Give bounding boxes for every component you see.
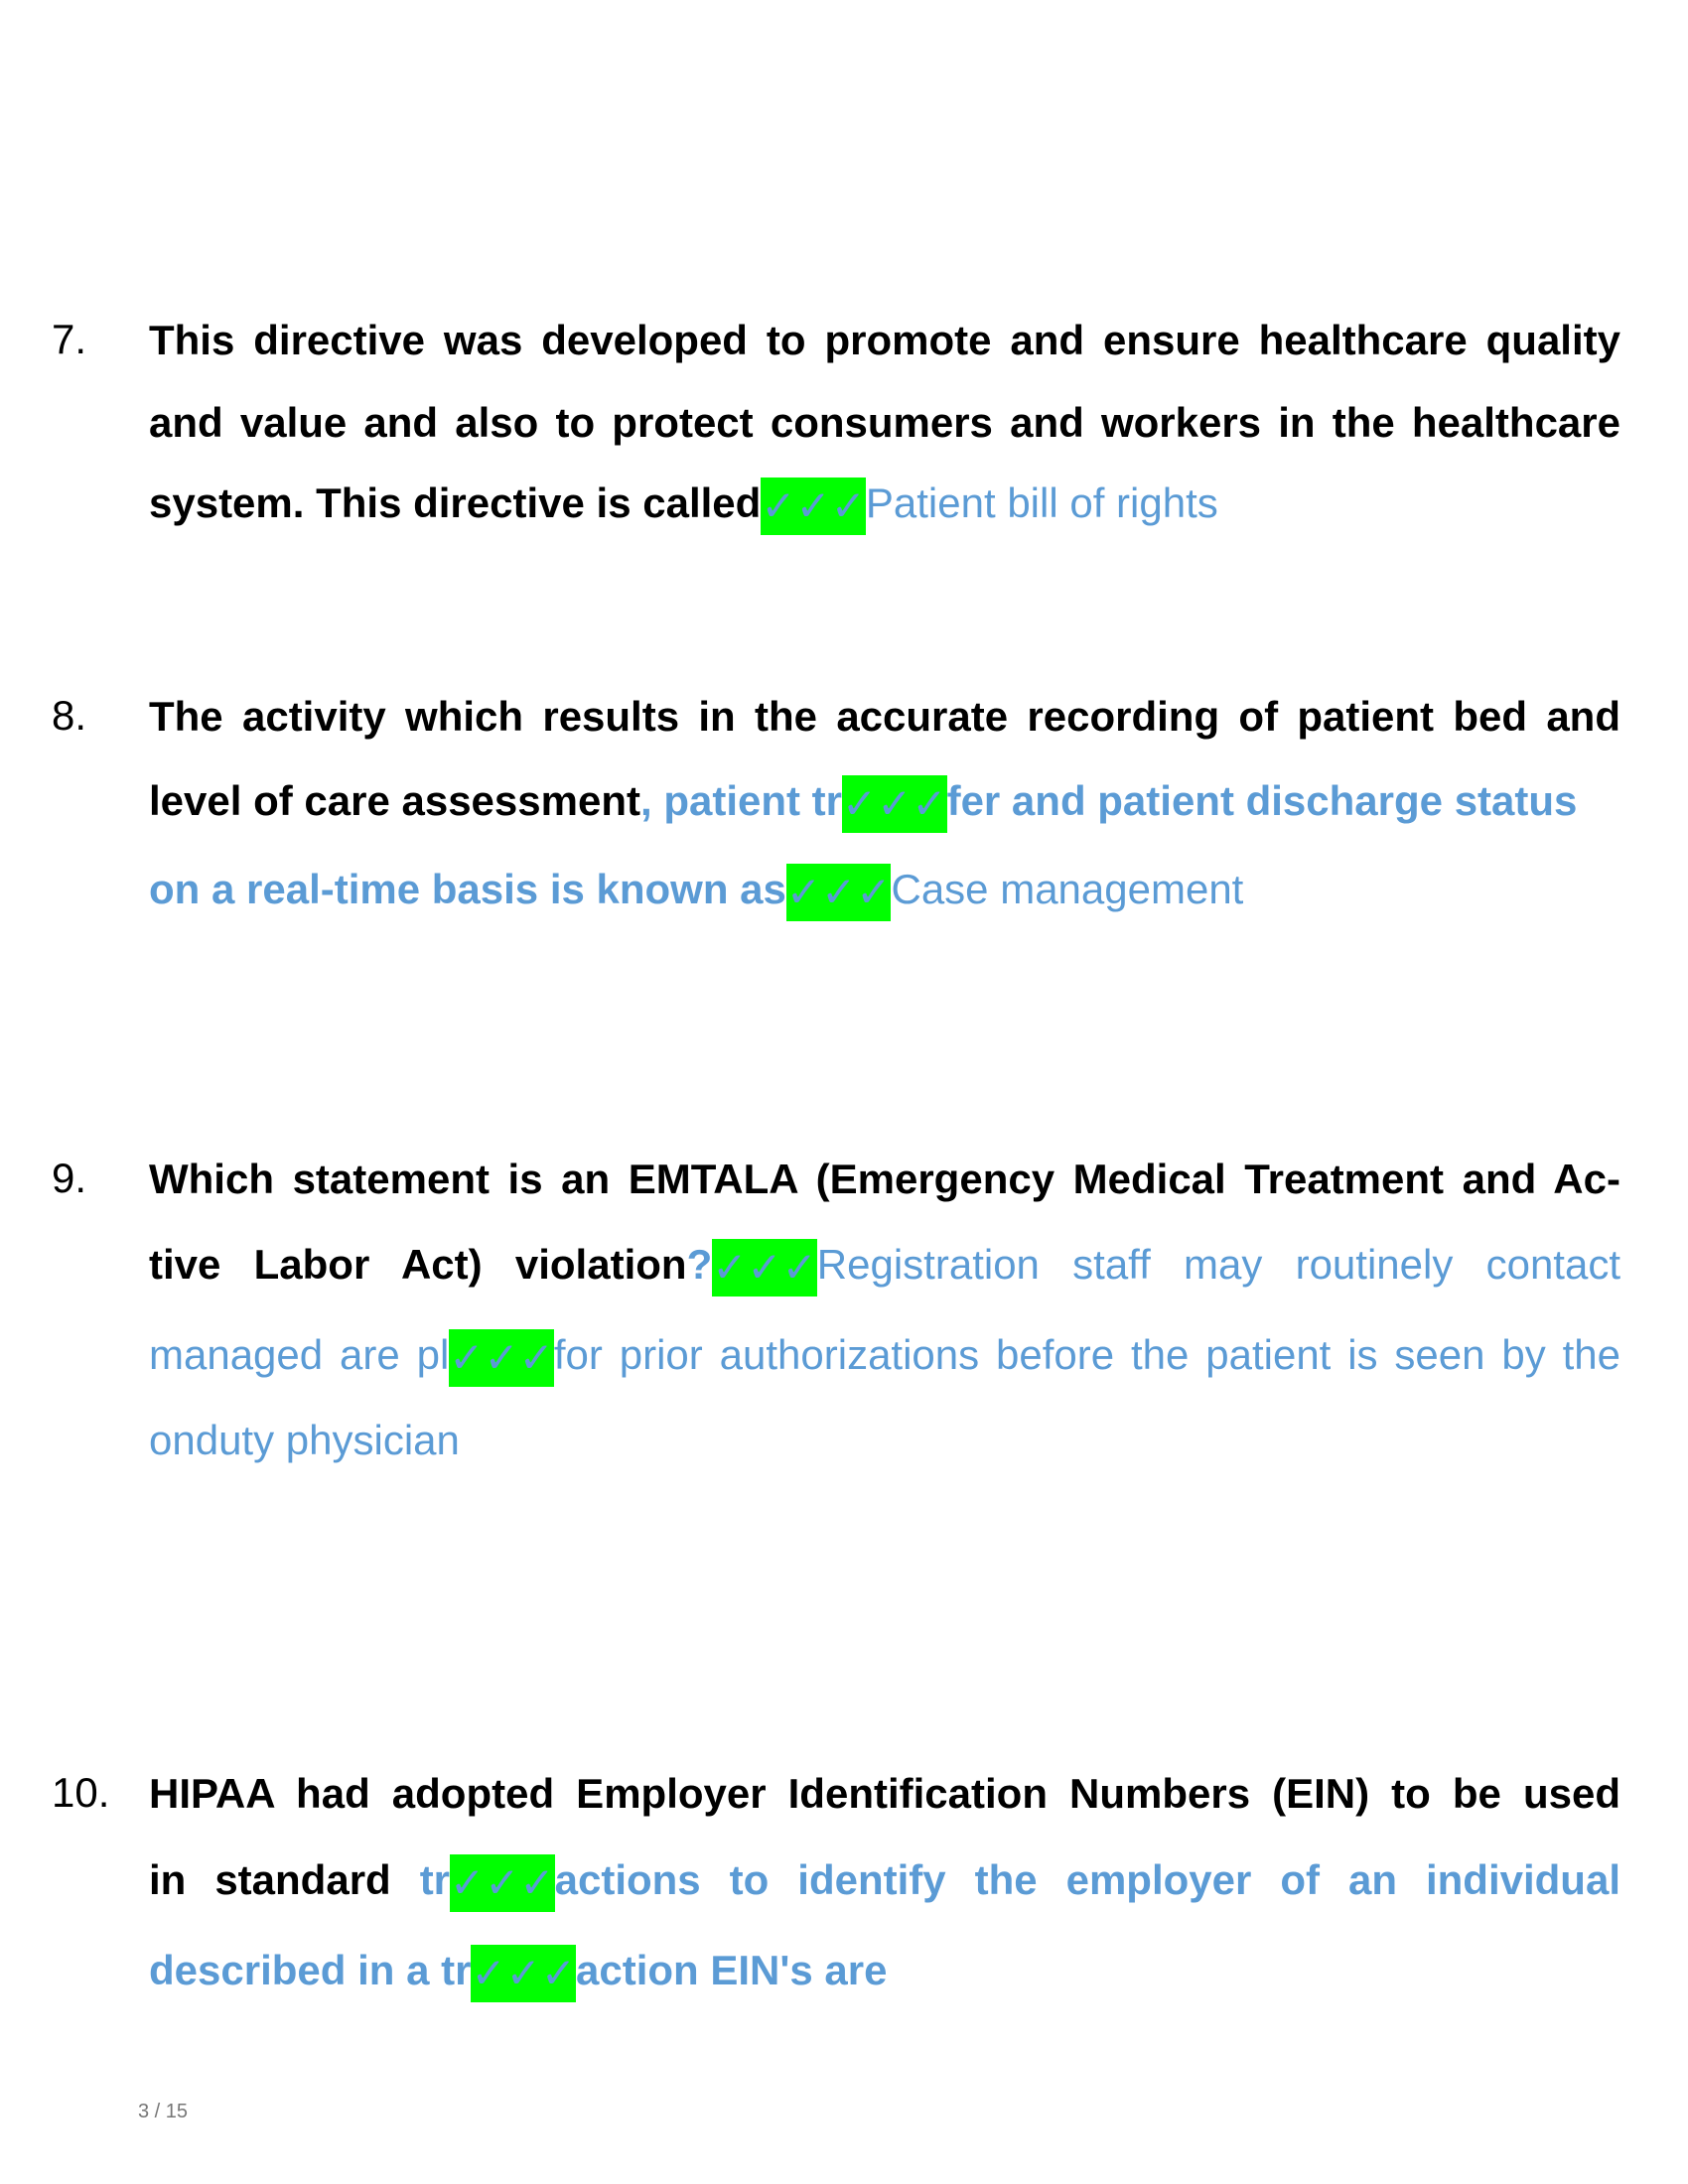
check-mark-highlight-icon: ✓✓✓ <box>450 1854 555 1912</box>
page-indicator: 3 / 15 <box>138 2101 189 2122</box>
check-mark-highlight-icon: ✓✓✓ <box>786 864 892 921</box>
question-number: 10. <box>52 1769 110 1816</box>
question-text-line: This directive was developed to promote and ensure healthcare quality <box>149 317 1620 363</box>
question-text-line: described in a tr✓✓✓action EIN's are <box>149 1941 1620 2002</box>
check-mark-highlight-icon: ✓✓✓ <box>471 1945 576 2002</box>
check-mark-highlight-icon: ✓✓✓ <box>449 1329 554 1387</box>
question-text-line: The activity which results in the accurate recording of patient bed and <box>149 693 1620 740</box>
question-number: 7. <box>52 316 87 362</box>
question-number: 9. <box>52 1155 87 1201</box>
check-mark-highlight-icon: ✓✓✓ <box>712 1239 817 1297</box>
question-text-line: Which statement is an EMTALA (Emergency Medical Treatment and Ac- <box>149 1156 1620 1202</box>
question-number: 8. <box>52 692 87 739</box>
question-text-line: tive Labor Act) violation?✓✓✓Registration staff may routinely contact <box>149 1235 1620 1297</box>
check-mark-highlight-icon: ✓✓✓ <box>842 775 947 833</box>
question-text-line: on a real-time basis is known as✓✓✓Case management <box>149 860 1620 921</box>
question-text-line: HIPAA had adopted Employer Identification Numbers (EIN) to be used <box>149 1770 1620 1817</box>
question-text-line: system. This directive is called✓✓✓Patient bill of rights <box>149 474 1620 535</box>
question-text-line: and value and also to protect consumers and workers in the healthcare <box>149 399 1620 446</box>
question-text-line: in standard tr✓✓✓actions to identify the employer of an individual <box>149 1850 1620 1912</box>
answer-text-line: onduty physician <box>149 1417 460 1463</box>
answer-text: Patient bill of rights <box>865 479 1218 526</box>
answer-text-line: managed are pl✓✓✓for prior authorizations before the patient is seen by the <box>149 1325 1620 1387</box>
answer-text: Registration staff may routinely contact <box>816 1241 1621 1288</box>
answer-text: Case management <box>891 866 1244 912</box>
question-text-line: level of care assessment, patient tr✓✓✓fer and patient discharge status <box>149 771 1620 833</box>
check-mark-highlight-icon: ✓✓✓ <box>761 478 866 535</box>
